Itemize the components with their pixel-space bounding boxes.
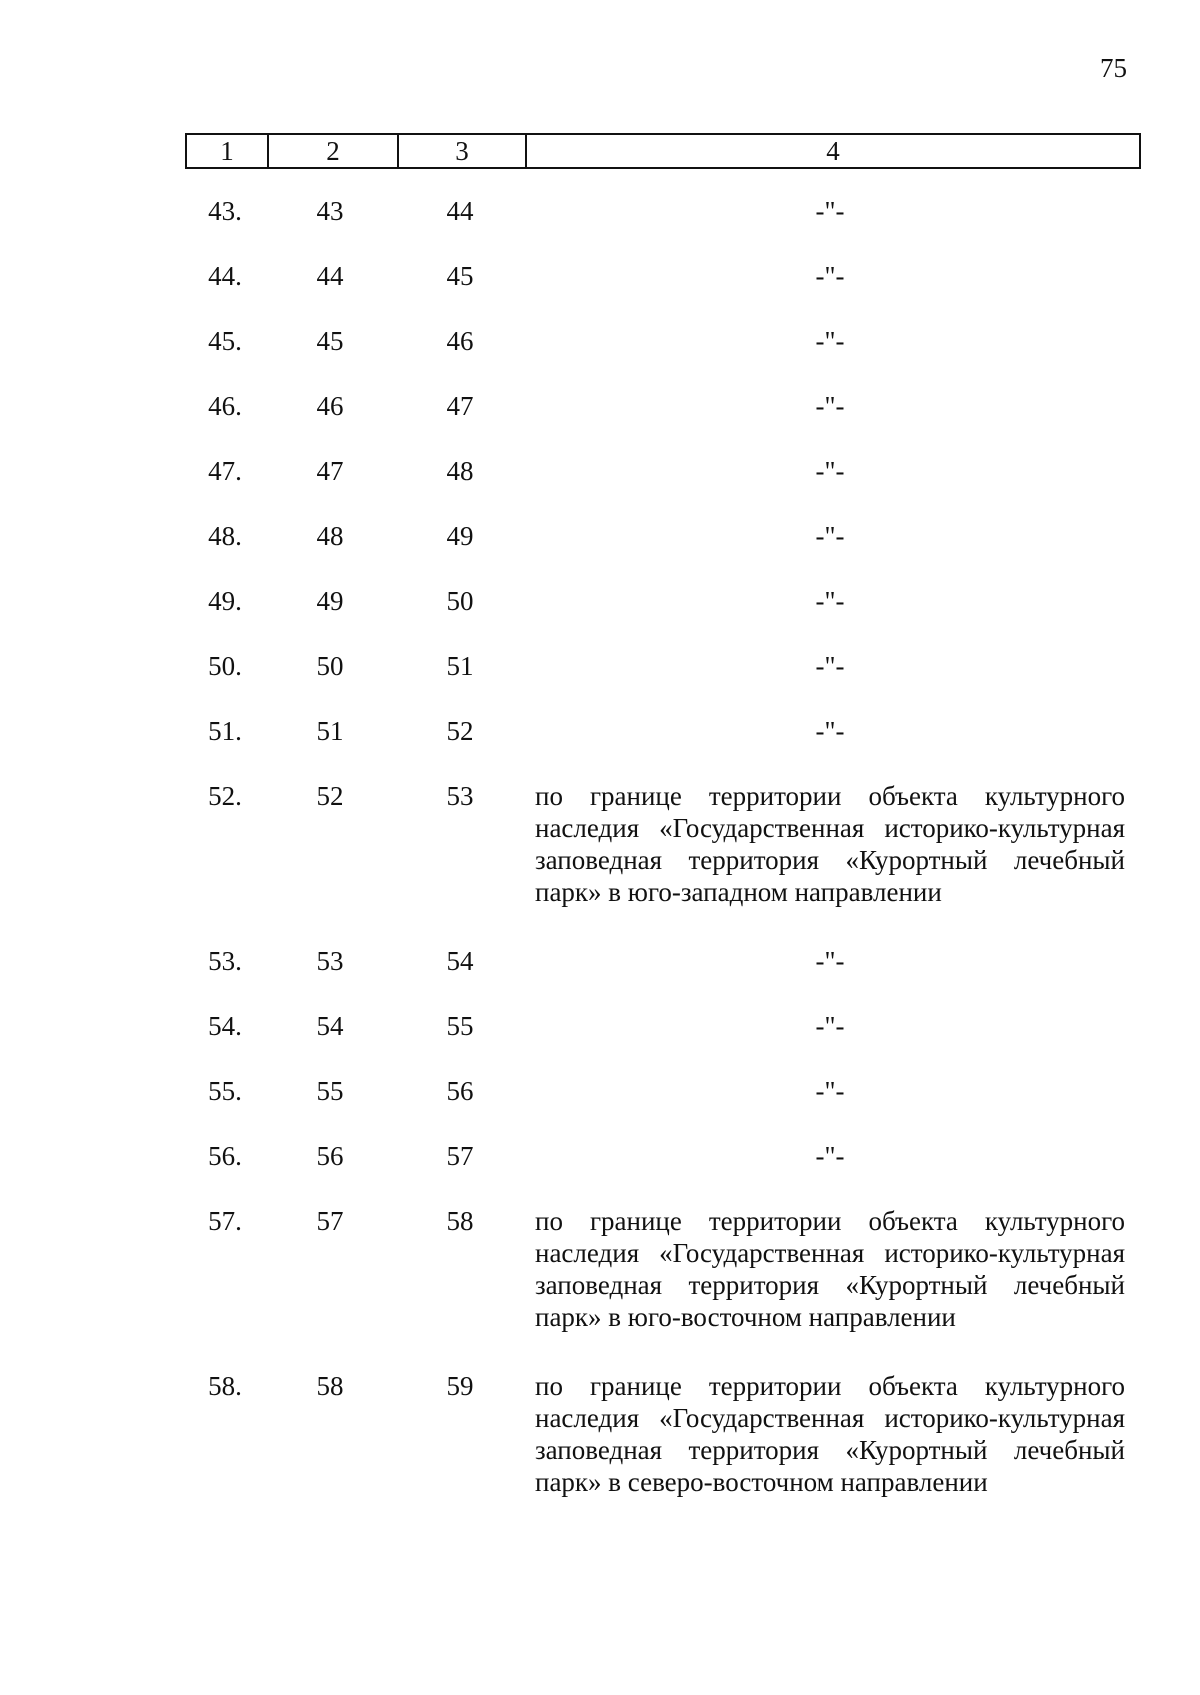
table-header-cell-4: 4 xyxy=(826,136,840,166)
point-to-cell: 44 xyxy=(446,196,474,226)
row-number-cell: 56. xyxy=(208,1141,242,1171)
point-from-cell: 54 xyxy=(316,1011,344,1041)
point-from-cell: 57 xyxy=(316,1206,344,1236)
point-to-cell: 50 xyxy=(446,586,474,616)
description-cell: -"- xyxy=(815,521,845,551)
description-cell: -"- xyxy=(815,716,845,746)
description-cell: -"- xyxy=(815,651,845,681)
description-cell: -"- xyxy=(815,946,845,976)
point-to-cell: 56 xyxy=(446,1076,474,1106)
point-from-cell: 49 xyxy=(316,586,344,616)
description-cell: -"- xyxy=(815,326,845,356)
description-cell: -"- xyxy=(815,1141,845,1171)
description-cell: -"- xyxy=(815,391,845,421)
row-number-cell: 43. xyxy=(208,196,242,226)
row-number-cell: 46. xyxy=(208,391,242,421)
point-from-cell: 46 xyxy=(316,391,344,421)
point-from-cell: 55 xyxy=(316,1076,344,1106)
row-number-cell: 49. xyxy=(208,586,242,616)
point-to-cell: 55 xyxy=(446,1011,474,1041)
row-number-cell: 51. xyxy=(208,716,242,746)
description-cell: -"- xyxy=(815,1076,845,1106)
row-number-cell: 50. xyxy=(208,651,242,681)
page-number: 75 xyxy=(1100,53,1127,83)
description-cell: -"- xyxy=(815,1011,845,1041)
point-from-cell: 53 xyxy=(316,946,344,976)
point-from-cell: 51 xyxy=(316,716,344,746)
point-from-cell: 50 xyxy=(316,651,344,681)
description-cell: -"- xyxy=(815,196,845,226)
point-from-cell: 44 xyxy=(316,261,344,291)
description-cell: -"- xyxy=(815,586,845,616)
point-to-cell: 46 xyxy=(446,326,474,356)
row-number-cell: 45. xyxy=(208,326,242,356)
description-cell: -"- xyxy=(815,261,845,291)
point-to-cell: 59 xyxy=(446,1371,474,1401)
table-header-cell-1: 1 xyxy=(187,135,269,167)
row-number-cell: 58. xyxy=(208,1371,242,1401)
point-from-cell: 48 xyxy=(316,521,344,551)
point-to-cell: 58 xyxy=(446,1206,474,1236)
row-number-cell: 48. xyxy=(208,521,242,551)
description-cell: -"- xyxy=(815,456,845,486)
row-number-cell: 44. xyxy=(208,261,242,291)
point-from-cell: 45 xyxy=(316,326,344,356)
table-header-cell-3: 3 xyxy=(399,135,527,167)
table-header-cell-2: 2 xyxy=(269,135,399,167)
point-to-cell: 51 xyxy=(446,651,474,681)
point-from-cell: 47 xyxy=(316,456,344,486)
point-to-cell: 49 xyxy=(446,521,474,551)
point-from-cell: 43 xyxy=(316,196,344,226)
point-to-cell: 53 xyxy=(446,781,474,811)
row-number-cell: 47. xyxy=(208,456,242,486)
description-cell: по границе территории объекта культурного наследия «Государственная историко-культурная заповедная территория «Курортный лечебный парк» в юго-западном направлении xyxy=(535,781,1125,907)
row-number-cell: 52. xyxy=(208,781,242,811)
point-from-cell: 52 xyxy=(316,781,344,811)
row-number-cell: 53. xyxy=(208,946,242,976)
point-to-cell: 52 xyxy=(446,716,474,746)
point-to-cell: 54 xyxy=(446,946,474,976)
point-from-cell: 56 xyxy=(316,1141,344,1171)
point-to-cell: 57 xyxy=(446,1141,474,1171)
description-cell: по границе территории объекта культурного наследия «Государственная историко-культурная заповедная территория «Курортный лечебный парк» в юго-восточном направлении xyxy=(535,1206,1125,1332)
point-to-cell: 48 xyxy=(446,456,474,486)
row-number-cell: 54. xyxy=(208,1011,242,1041)
row-number-cell: 55. xyxy=(208,1076,242,1106)
point-to-cell: 45 xyxy=(446,261,474,291)
row-number-cell: 57. xyxy=(208,1206,242,1236)
description-cell: по границе территории объекта культурного наследия «Государственная историко-культурная заповедная территория «Курортный лечебный парк» в северо-восточном направлении xyxy=(535,1371,1125,1497)
point-to-cell: 47 xyxy=(446,391,474,421)
point-from-cell: 58 xyxy=(316,1371,344,1401)
